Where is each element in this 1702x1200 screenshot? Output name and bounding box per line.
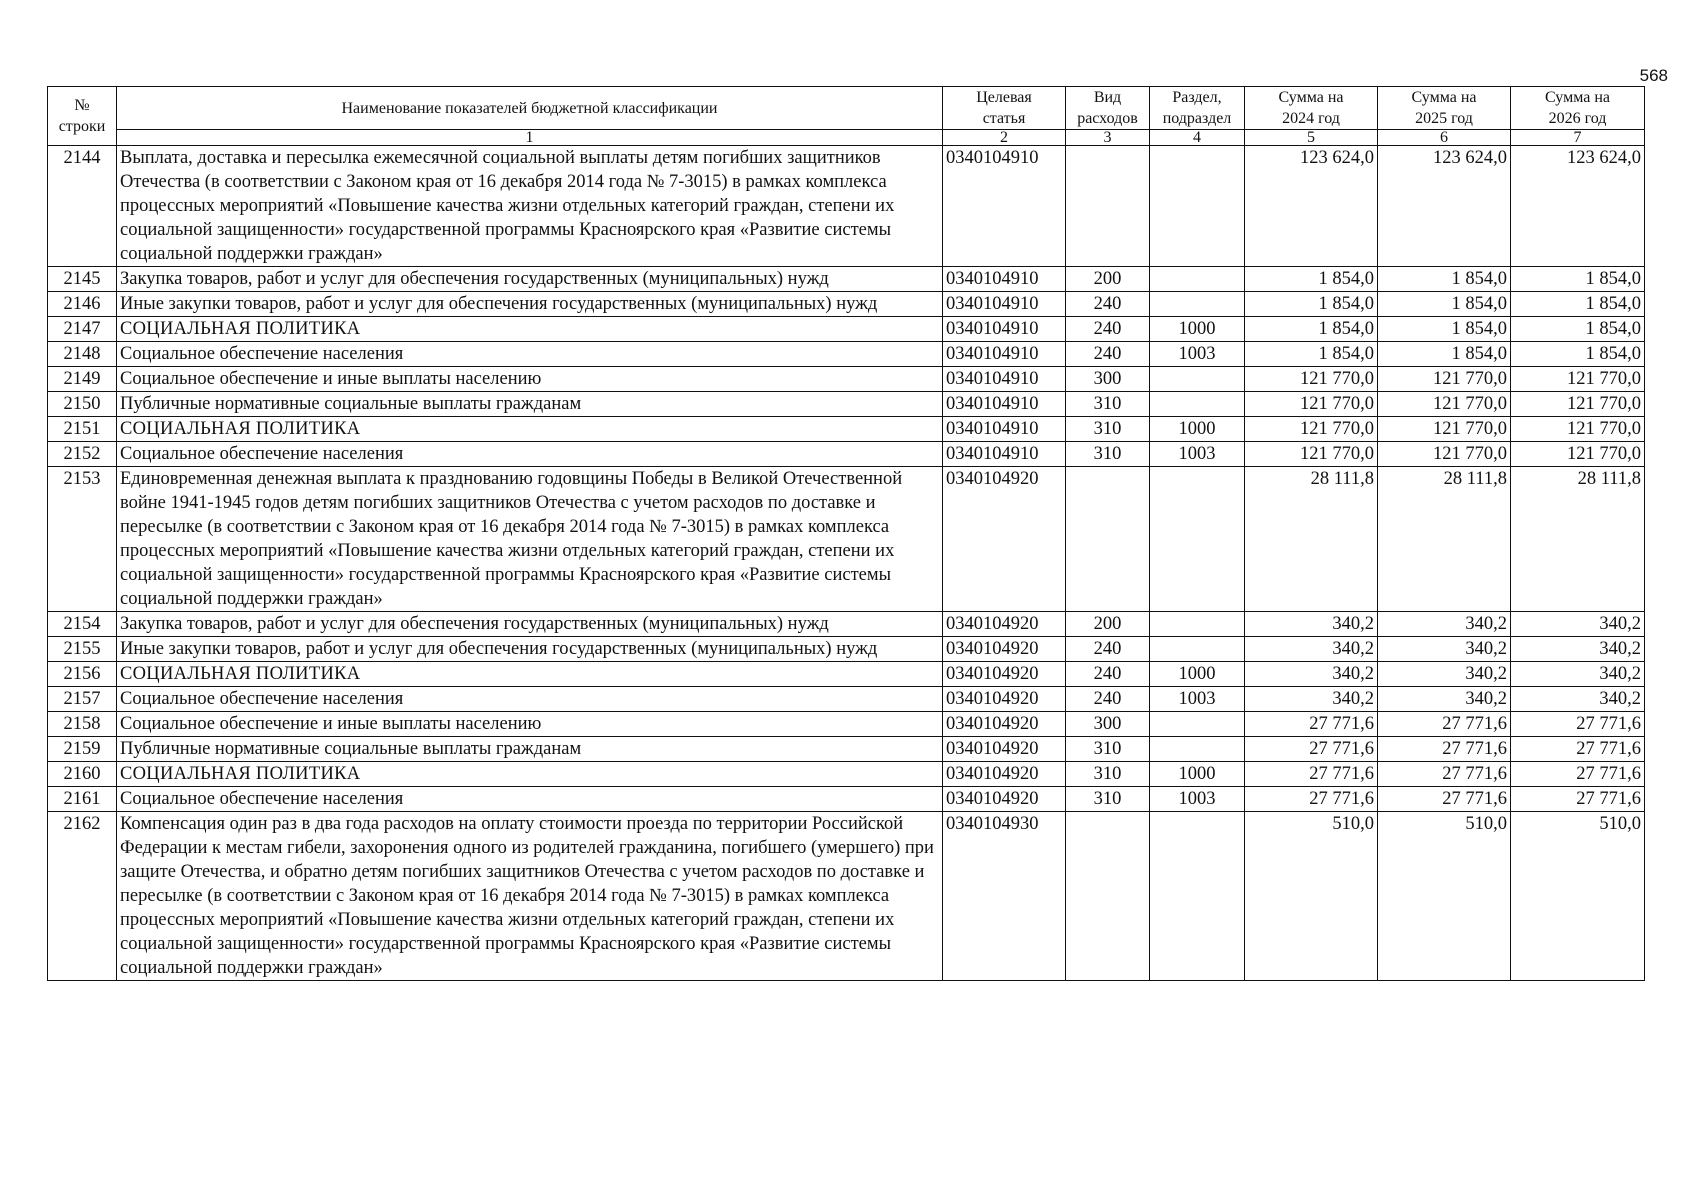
column-number: 2 [943,130,1066,146]
row-sum-2024: 121 770,0 [1245,367,1378,392]
row-sum-2025: 121 770,0 [1378,392,1511,417]
row-sum-2024: 27 771,6 [1245,737,1378,762]
row-target-article: 0340104910 [943,267,1066,292]
row-sum-2025: 121 770,0 [1378,417,1511,442]
row-name: Социальное обеспечение населения [117,787,943,812]
row-sum-2024: 121 770,0 [1245,417,1378,442]
row-number: 2154 [48,612,117,637]
row-sum-2025: 27 771,6 [1378,737,1511,762]
row-section: 1003 [1150,342,1245,367]
row-target-article: 0340104910 [943,317,1066,342]
row-expense-type: 310 [1066,442,1150,467]
row-section [1150,812,1245,981]
row-sum-2024: 1 854,0 [1245,267,1378,292]
table-row [48,267,1645,292]
row-number: 2153 [48,467,117,612]
row-sum-2025: 27 771,6 [1378,762,1511,787]
table-row [48,762,1645,787]
table-row [48,317,1645,342]
row-sum-2026: 121 770,0 [1511,417,1645,442]
row-target-article: 0340104920 [943,662,1066,687]
row-name: Социальное обеспечение и иные выплаты населению [117,712,943,737]
row-name: Социальное обеспечение населения [117,442,943,467]
row-number: 2155 [48,637,117,662]
row-sum-2025: 340,2 [1378,687,1511,712]
row-sum-2026: 1 854,0 [1511,342,1645,367]
table-row [48,392,1645,417]
row-expense-type: 240 [1066,317,1150,342]
row-expense-type [1066,812,1150,981]
row-expense-type: 310 [1066,417,1150,442]
row-sum-2024: 27 771,6 [1245,787,1378,812]
row-expense-type: 300 [1066,712,1150,737]
row-target-article: 0340104910 [943,146,1066,267]
row-sum-2024: 121 770,0 [1245,392,1378,417]
header-row [48,87,1645,130]
row-expense-type: 310 [1066,392,1150,417]
row-sum-2024: 27 771,6 [1245,712,1378,737]
row-name: Социальное обеспечение населения [117,687,943,712]
row-number: 2151 [48,417,117,442]
budget-table [47,86,1645,981]
table-row [48,417,1645,442]
column-number: 5 [1245,130,1378,146]
table-row [48,442,1645,467]
row-sum-2025: 123 624,0 [1378,146,1511,267]
row-expense-type: 240 [1066,687,1150,712]
row-sum-2024: 510,0 [1245,812,1378,981]
row-target-article: 0340104930 [943,812,1066,981]
row-section: 1000 [1150,317,1245,342]
row-sum-2026: 27 771,6 [1511,787,1645,812]
row-name: СОЦИАЛЬНАЯ ПОЛИТИКА [117,417,943,442]
row-number: 2145 [48,267,117,292]
row-sum-2025: 1 854,0 [1378,292,1511,317]
row-section [1150,737,1245,762]
row-expense-type: 240 [1066,662,1150,687]
row-sum-2024: 1 854,0 [1245,292,1378,317]
row-name: СОЦИАЛЬНАЯ ПОЛИТИКА [117,662,943,687]
row-name: Социальное обеспечение и иные выплаты населению [117,367,943,392]
row-name: Иные закупки товаров, работ и услуг для обеспечения государственных (муниципальных) нужд [117,637,943,662]
table-row [48,467,1645,612]
row-sum-2026: 340,2 [1511,612,1645,637]
table-row [48,812,1645,981]
row-name: Закупка товаров, работ и услуг для обеспечения государственных (муниципальных) нужд [117,612,943,637]
row-sum-2025: 27 771,6 [1378,787,1511,812]
row-target-article: 0340104910 [943,367,1066,392]
row-target-article: 0340104920 [943,612,1066,637]
row-sum-2024: 1 854,0 [1245,317,1378,342]
row-expense-type: 310 [1066,787,1150,812]
row-sum-2025: 510,0 [1378,812,1511,981]
row-sum-2025: 1 854,0 [1378,342,1511,367]
row-sum-2026: 28 111,8 [1511,467,1645,612]
row-section [1150,367,1245,392]
row-section: 1003 [1150,687,1245,712]
row-target-article: 0340104910 [943,442,1066,467]
table-row [48,612,1645,637]
row-number: 2147 [48,317,117,342]
row-name: Закупка товаров, работ и услуг для обеспечения государственных (муниципальных) нужд [117,267,943,292]
row-section [1150,292,1245,317]
row-sum-2024: 121 770,0 [1245,442,1378,467]
header-target: Целевая статья [943,87,1066,130]
row-name: СОЦИАЛЬНАЯ ПОЛИТИКА [117,317,943,342]
row-section [1150,146,1245,267]
row-number: 2152 [48,442,117,467]
row-expense-type: 240 [1066,292,1150,317]
row-expense-type: 310 [1066,737,1150,762]
table-row [48,687,1645,712]
header-section: Раздел, подраздел [1150,87,1245,130]
column-number-row [48,130,1645,146]
row-expense-type: 200 [1066,612,1150,637]
row-sum-2025: 1 854,0 [1378,267,1511,292]
row-section [1150,467,1245,612]
row-number: 2146 [48,292,117,317]
table-body [48,146,1645,981]
row-section: 1003 [1150,442,1245,467]
table-row [48,367,1645,392]
row-number: 2161 [48,787,117,812]
header-sum-2026: Сумма на 2026 год [1511,87,1645,130]
header-name: Наименование показателей бюджетной классификации [117,87,943,130]
row-sum-2026: 27 771,6 [1511,712,1645,737]
row-sum-2026: 340,2 [1511,637,1645,662]
row-expense-type: 240 [1066,342,1150,367]
row-section [1150,392,1245,417]
table-row [48,342,1645,367]
row-sum-2026: 510,0 [1511,812,1645,981]
table-row [48,662,1645,687]
row-sum-2025: 27 771,6 [1378,712,1511,737]
row-expense-type: 300 [1066,367,1150,392]
row-sum-2026: 121 770,0 [1511,442,1645,467]
row-expense-type [1066,467,1150,612]
table-row [48,712,1645,737]
column-number: 4 [1150,130,1245,146]
row-sum-2024: 340,2 [1245,687,1378,712]
row-number: 2162 [48,812,117,981]
row-section: 1000 [1150,662,1245,687]
row-sum-2026: 27 771,6 [1511,737,1645,762]
column-number: 7 [1511,130,1645,146]
row-number: 2150 [48,392,117,417]
row-sum-2024: 340,2 [1245,662,1378,687]
row-target-article: 0340104920 [943,787,1066,812]
row-target-article: 0340104920 [943,637,1066,662]
row-target-article: 0340104920 [943,467,1066,612]
row-target-article: 0340104920 [943,737,1066,762]
table-row [48,637,1645,662]
row-name: Социальное обеспечение населения [117,342,943,367]
table-row [48,146,1645,267]
row-number: 2156 [48,662,117,687]
row-target-article: 0340104910 [943,417,1066,442]
header-row-number: № строки [48,87,117,146]
row-sum-2026: 121 770,0 [1511,392,1645,417]
row-section [1150,712,1245,737]
row-number: 2159 [48,737,117,762]
header-type: Вид расходов [1066,87,1150,130]
row-sum-2024: 123 624,0 [1245,146,1378,267]
row-number: 2160 [48,762,117,787]
row-section [1150,612,1245,637]
row-name: Выплата, доставка и пересылка ежемесячной социальной выплаты детям погибших защитников Отечества (в соответствии с Законом края от 16 декабря 2014 года № 7-3015) в рамках комплекса процессных мероприятий «Повышение качества жизни отдельных категорий граждан, степени их социальной защищенности» государственной программы Красноярского края «Развитие системы социальной поддержки граждан» [117,146,943,267]
table-row [48,787,1645,812]
row-sum-2024: 28 111,8 [1245,467,1378,612]
row-sum-2024: 1 854,0 [1245,342,1378,367]
row-name: Публичные нормативные социальные выплаты гражданам [117,392,943,417]
row-name: Компенсация один раз в два года расходов на оплату стоимости проезда по территории Российской Федерации к местам гибели, захоронения одного из родителей гражданина, погибшего (умершего) при защите Отечества, и обратно детям погибших защитников Отечества с учетом расходов по доставке и пересылке (в соответствии с Законом края от 16 декабря 2014 года № 7-3015) в рамках комплекса процессных мероприятий «Повышение качества жизни отдельных категорий граждан, степени их социальной защищенности» государственной программы Красноярского края «Развитие системы социальной поддержки граждан» [117,812,943,981]
row-name: СОЦИАЛЬНАЯ ПОЛИТИКА [117,762,943,787]
row-sum-2025: 121 770,0 [1378,442,1511,467]
row-sum-2026: 123 624,0 [1511,146,1645,267]
row-target-article: 0340104920 [943,687,1066,712]
row-target-article: 0340104920 [943,712,1066,737]
row-target-article: 0340104910 [943,392,1066,417]
row-sum-2025: 121 770,0 [1378,367,1511,392]
row-number: 2157 [48,687,117,712]
row-sum-2026: 1 854,0 [1511,267,1645,292]
row-number: 2158 [48,712,117,737]
row-sum-2024: 27 771,6 [1245,762,1378,787]
row-target-article: 0340104920 [943,762,1066,787]
row-sum-2026: 340,2 [1511,687,1645,712]
row-number: 2149 [48,367,117,392]
header-sum-2024: Сумма на 2024 год [1245,87,1378,130]
row-expense-type: 310 [1066,762,1150,787]
row-number: 2148 [48,342,117,367]
column-number: 6 [1378,130,1511,146]
row-expense-type: 200 [1066,267,1150,292]
column-number: 3 [1066,130,1150,146]
row-sum-2026: 1 854,0 [1511,317,1645,342]
row-name: Единовременная денежная выплата к празднованию годовщины Победы в Великой Отечественной войне 1941-1945 годов детям погибших защитников Отечества с учетом расходов по доставке и пересылке (в соответствии с Законом края от 16 декабря 2014 года № 7-3015) в рамках комплекса процессных мероприятий «Повышение качества жизни отдельных категорий граждан, степени их социальной защищенности» государственной программы Красноярского края «Развитие системы социальной поддержки граждан» [117,467,943,612]
row-section: 1000 [1150,762,1245,787]
row-sum-2025: 1 854,0 [1378,317,1511,342]
row-expense-type [1066,146,1150,267]
row-sum-2025: 340,2 [1378,612,1511,637]
header-sum-2025: Сумма на 2025 год [1378,87,1511,130]
row-sum-2026: 121 770,0 [1511,367,1645,392]
row-name: Публичные нормативные социальные выплаты гражданам [117,737,943,762]
row-expense-type: 240 [1066,637,1150,662]
row-target-article: 0340104910 [943,292,1066,317]
row-section [1150,267,1245,292]
row-sum-2025: 340,2 [1378,662,1511,687]
table-row [48,292,1645,317]
row-sum-2026: 340,2 [1511,662,1645,687]
row-name: Иные закупки товаров, работ и услуг для обеспечения государственных (муниципальных) нужд [117,292,943,317]
row-section: 1003 [1150,787,1245,812]
row-sum-2026: 1 854,0 [1511,292,1645,317]
row-sum-2024: 340,2 [1245,637,1378,662]
row-section: 1000 [1150,417,1245,442]
row-section [1150,637,1245,662]
row-sum-2025: 340,2 [1378,637,1511,662]
page-number: 568 [1639,66,1668,85]
row-sum-2024: 340,2 [1245,612,1378,637]
row-sum-2025: 28 111,8 [1378,467,1511,612]
table-row [48,737,1645,762]
row-target-article: 0340104910 [943,342,1066,367]
column-number: 1 [117,130,943,146]
row-number: 2144 [48,146,117,267]
row-sum-2026: 27 771,6 [1511,762,1645,787]
